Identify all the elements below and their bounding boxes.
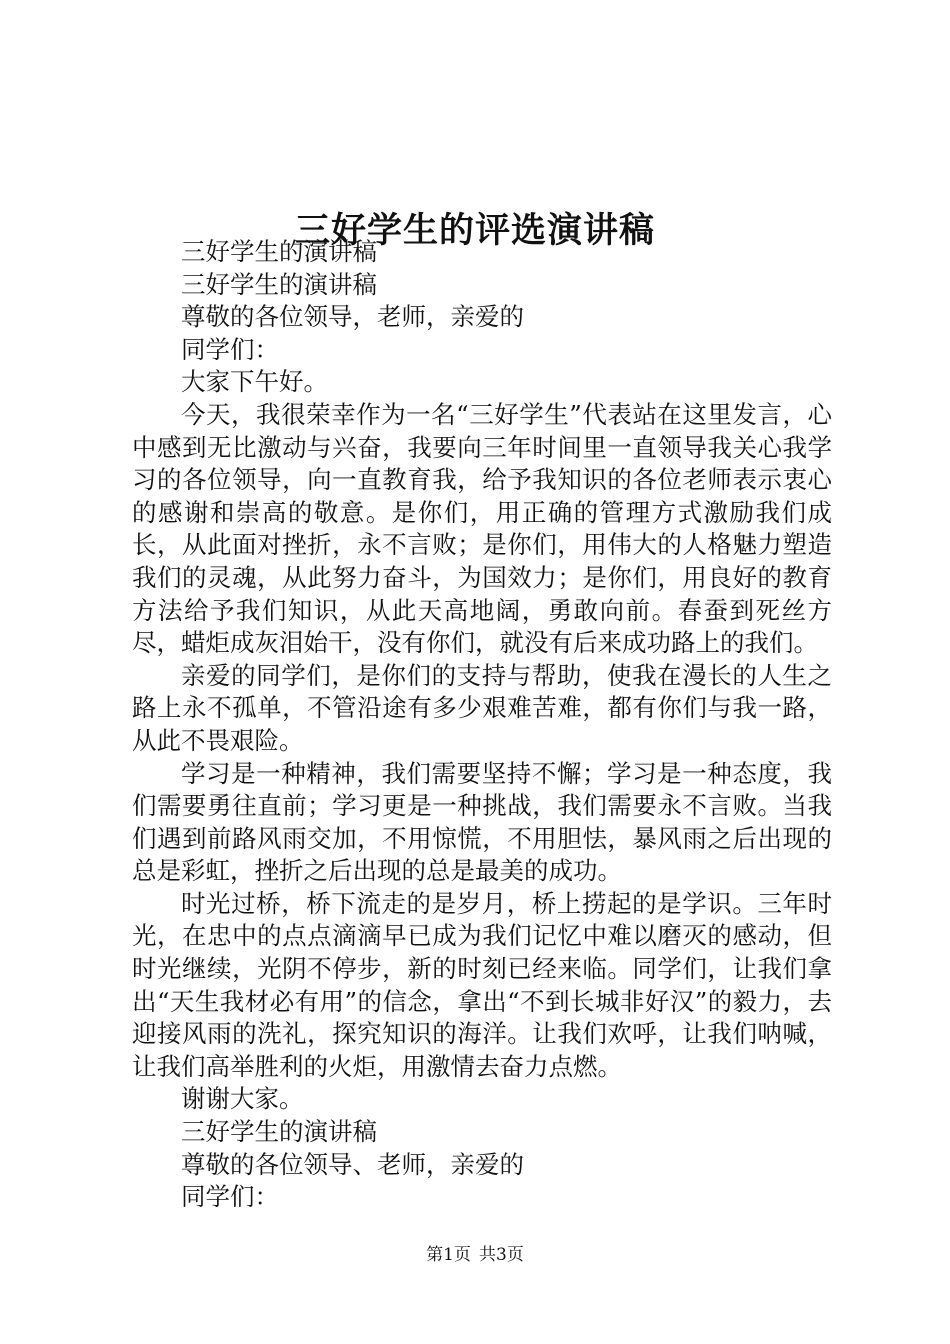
paragraph: 学习是一种精神，我们需要坚持不懈；学习是一种态度，我们需要勇往直前；学习更是一种挑战，我们需要永不言败。当我们遇到前路风雨交加，不用惊慌，不用胆怯，暴风雨之后出现的总是彩虹，挫折之后出现的总是最美的成功。 [132,758,832,886]
paragraph: 同学们： [181,1182,279,1212]
document-body [132,236,832,1214]
paragraph: 大家下午好。 [181,367,328,397]
paragraph: 三好学生的演讲稿 [181,1117,377,1147]
document-title: 三好学生的评选演讲稿 [294,210,655,252]
paragraph: 亲爱的同学们，是你们的支持与帮助，使我在漫长的人生之路上永不孤单，不管沿途有多少艰难苦难，都有你们与我一路，从此不畏艰险。 [132,660,832,755]
paragraph: 三好学生的演讲稿 [181,269,377,299]
paragraph: 尊敬的各位领导，老师，亲爱的 [181,302,524,332]
paragraph: 今天，我很荣幸作为一名“三好学生”代表站在这里发言，心中感到无比激动与兴奋，我要向三年时间里一直领导我关心我学习的各位领导，向一直教育我，给予我知识的各位老师表示衷心的感谢和崇高的敬意。是你们，用正确的管理方式激励我们成长，从此面对挫折，永不言败；是你们，用伟大的人格魅力塑造我们的灵魂，从此努力奋斗，为国效力；是你们，用良好的教育方法给予我们知识，从此天高地阔，勇敢向前。春蚕到死丝方尽，蜡炬成灰泪始干，没有你们，就没有后来成功路上的我们。 [132,399,832,658]
page-total: 共3页 [479,1245,524,1265]
paragraph: 三好学生的演讲稿 [181,237,377,266]
page-number: 第1页 [426,1245,471,1265]
paragraph: 谢谢大家。 [181,1084,304,1114]
paragraph: 时光过桥，桥下流走的是岁月，桥上捞起的是学识。三年时光，在忠中的点点滴滴早已成为我们记忆中难以磨灭的感动，但时光继续，光阴不停步，新的时刻已经来临。同学们，让我们拿出“天生我材必有用”的信念，拿出“不到长城非好汉”的毅力，去迎接风雨的洗礼，探究知识的海洋。让我们欢呼，让我们呐喊，让我们高举胜利的火炬，用激情去奋力点燃。 [132,888,832,1081]
page-footer [0,1243,950,1267]
paragraph: 同学们： [181,334,279,364]
paragraph: 尊敬的各位领导、老师，亲爱的 [181,1149,524,1179]
